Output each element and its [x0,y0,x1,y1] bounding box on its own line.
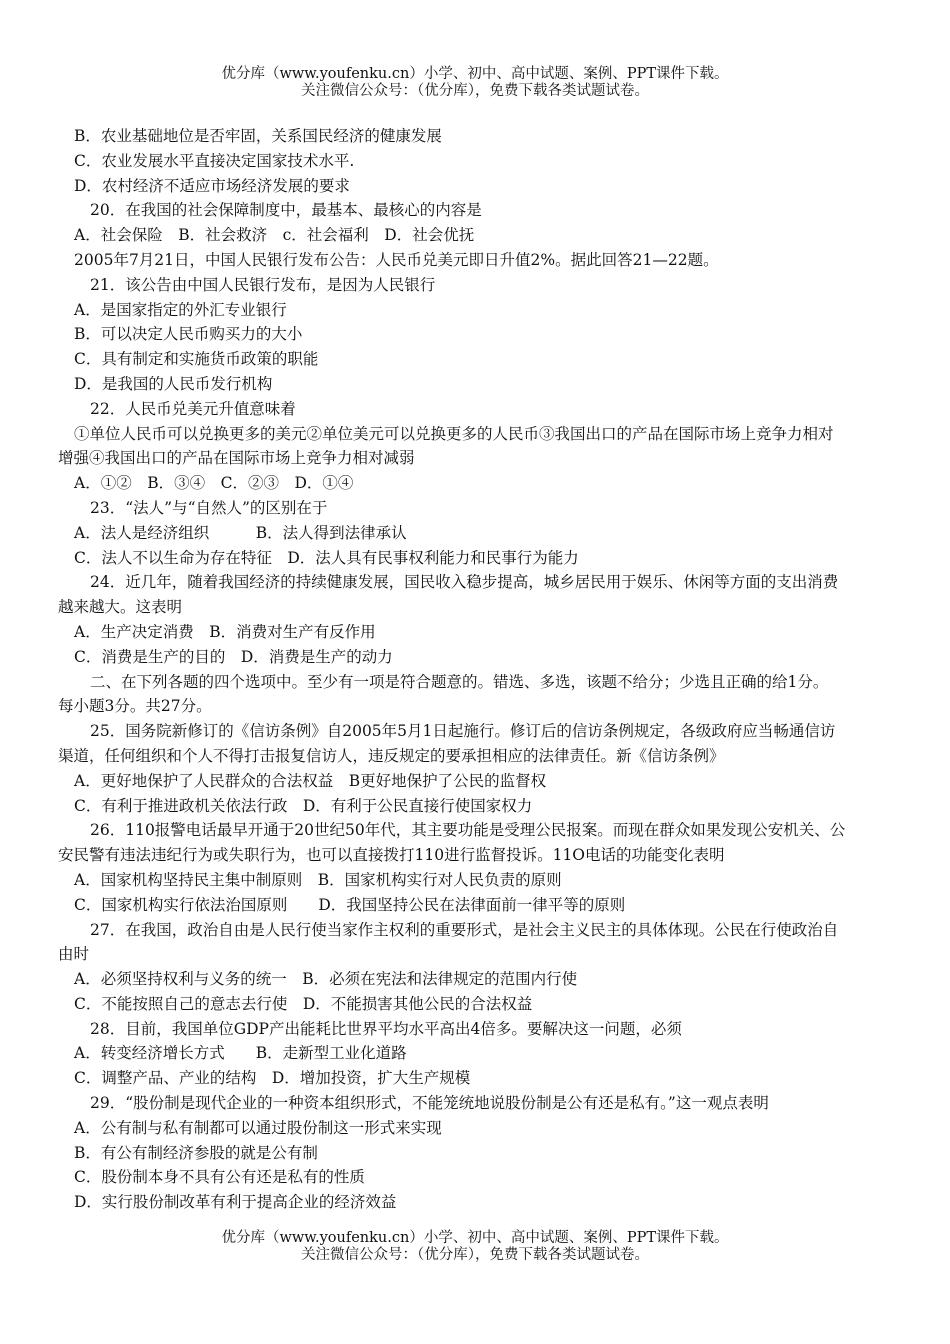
header-line-1: 优分库（www.youfenku.cn）小学、初中、高中试题、案例、PPT课件下载。 [221,66,729,82]
option-line: D．实行股份制改革有利于提高企业的经济效益 [74,1193,397,1212]
question-line: 20．在我国的社会保障制度中，最基本、最核心的内容是 [90,201,482,220]
text-line: ①单位人民币可以兑换更多的美元②单位美元可以兑换更多的人民币③我国出口的产品在国际市场上竞争力相对 [74,424,834,443]
question-line: 28．目前，我国单位GDP产出能耗比世界平均水平高出4倍多。要解决这一问题，必须 [90,1019,682,1038]
question-line: 24．近几年，随着我国经济的持续健康发展，国民收入稳步提高，城乡居民用于娱乐、休闲等方面的支出消费 [90,573,839,592]
option-line: C．农业发展水平直接决定国家技术水平. [74,151,355,170]
question-line: 29．“股份制是现代企业的一种资本组织形式，不能笼统地说股份制是公有还是私有。”这一观点表明 [90,1094,769,1113]
text-line: 安民警有违法违纪行为或失职行为，也可以直接拨打110进行监督投诉。11O电话的功能变化表明 [58,846,725,865]
option-line: A．国家机构坚持民主集中制原则 B．国家机构实行对人民负责的原则 [74,870,562,889]
option-line: A．社会保险 B．社会救济 c．社会福利 D．社会优抚 [74,226,475,245]
footer-line-2: 关注微信公众号：（优分库），免费下载各类试题试卷。 [301,1247,649,1263]
option-line: A．必须坚持权利与义务的统一 B．必须在宪法和法律规定的范围内行使 [74,970,578,989]
option-line: B．农业基础地位是否牢固，关系国民经济的健康发展 [74,127,442,145]
exam-content [58,124,906,1215]
question-line: 21．该公告由中国人民银行发布，是因为人民银行 [90,275,436,294]
option-line: C．不能按照自己的意志去行使 D．不能损害其他公民的合法权益 [74,994,533,1013]
question-line: 23．“法人”与“自然人”的区别在于 [90,498,328,517]
text-line: 增强④我国出口的产品在国际市场上竞争力相对减弱 [58,449,415,468]
header-line-2: 关注微信公众号：（优分库），免费下载各类试题试卷。 [301,83,649,99]
option-line: A．是国家指定的外汇专业银行 [74,300,287,319]
text-line: 渠道，任何组织和个人不得打击报复信访人，违反规定的要承担相应的法律责任。新《信访条例》 [58,746,725,765]
question-line: 二、在下列各题的四个选项中。至少有一项是符合题意的。错选、多选，该题不给分；少选且正确的给1分。 [90,672,829,691]
option-line: C．消费是生产的目的 D．消费是生产的动力 [74,647,393,666]
text-line: 由时 [58,945,90,964]
option-line: D．是我国的人民币发行机构 [74,374,273,393]
option-line: B．可以决定人民币购买力的大小 [74,325,303,344]
question-line: 26．110报警电话最早开通于20世纪50年代，其主要功能是受理公民报案。而现在群众如果发现公安机关、公 [90,821,846,840]
option-line: B．有公有制经济参股的就是公有制 [74,1143,318,1162]
text-line: 每小题3分。共27分。 [58,697,212,716]
option-line: A．公有制与私有制都可以通过股份制这一形式来实现 [74,1118,442,1137]
option-line: A．转变经济增长方式 B．走新型工业化道路 [74,1044,407,1063]
option-line: D．农村经济不适应市场经济发展的要求 [74,176,350,195]
page-header [0,66,950,100]
option-line: C．具有制定和实施货币政策的职能 [74,350,319,369]
option-line: A．更好地保护了人民群众的合法权益 B更好地保护了公民的监督权 [74,771,547,790]
option-line: A．生产决定消费 B．消费对生产有反作用 [74,622,376,641]
option-line: C．有利于推进政机关依法行政 D．有利于公民直接行使国家权力 [74,796,533,815]
footer-line-1: 优分库（www.youfenku.cn）小学、初中、高中试题、案例、PPT课件下载。 [221,1230,729,1246]
question-line: 25．国务院新修订的《信访条例》自2005年5月1日起施行。修订后的信访条例规定，各级政府应当畅通信访 [90,722,836,741]
option-line: A．①② B．③④ C．②③ D．①④ [74,474,354,493]
option-line: C．法人不以生命为存在特征 D．法人具有民事权利能力和民事行为能力 [74,548,579,567]
option-line: C．调整产品、产业的结构 D．增加投资，扩大生产规模 [74,1069,471,1088]
option-line: C．股份制本身不具有公有还是私有的性质 [74,1168,365,1187]
text-line: 越来越大。这表明 [58,598,183,617]
option-line: C．国家机构实行依法治国原则 D．我国坚持公民在法律面前一律平等的原则 [74,895,626,914]
option-line: A．法人是经济组织 B．法人得到法律承认 [74,523,407,542]
question-line: 27．在我国，政治自由是人民行使当家作主权利的重要形式，是社会主义民主的具体体现。公民在行使政治自 [90,920,839,939]
question-line: 22．人民币兑美元升值意味着 [90,399,296,418]
page-footer [0,1230,950,1264]
option-line: 2005年7月21日，中国人民银行发布公告：人民币兑美元即日升值2%。据此回答21—22题。 [74,250,719,269]
